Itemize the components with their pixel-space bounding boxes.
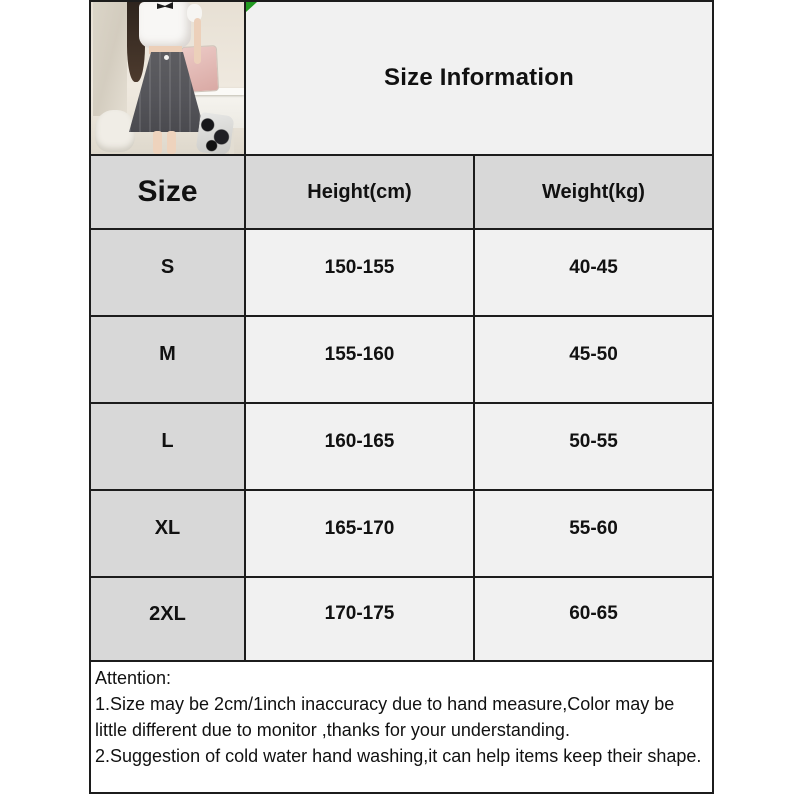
size-label-s: S [91, 230, 244, 315]
model-arm-shape [194, 18, 201, 64]
height-value-xl: 165-170 [246, 491, 473, 576]
attention-note-1: 1.Size may be 2cm/1inch inaccuracy due to hand measure,Color may be little different due to monitor ,thanks for your understanding. [95, 694, 675, 740]
title-panel [246, 2, 712, 154]
column-header-height: Height(cm) [246, 156, 473, 228]
model-leg-shape [153, 131, 162, 154]
model-top-shape [139, 2, 191, 48]
weight-value-2xl: 60-65 [475, 578, 712, 660]
product-photo [91, 2, 244, 154]
size-label-2xl: 2XL [91, 578, 244, 660]
model-leg-shape [167, 131, 176, 154]
attention-note [91, 662, 712, 792]
size-label-l: L [91, 404, 244, 489]
page-title: Size Information [384, 64, 574, 91]
height-value-2xl: 170-175 [246, 578, 473, 660]
corner-triangle-decoration [246, 2, 257, 12]
photo-bag-shape [195, 112, 234, 154]
height-value-l: 160-165 [246, 404, 473, 489]
size-chart-table [89, 0, 714, 794]
height-value-m: 155-160 [246, 317, 473, 402]
photo-mirror-shape [93, 2, 127, 120]
attention-note-2: 2.Suggestion of cold water hand washing,it can help items keep their shape. [95, 746, 702, 766]
size-label-xl: XL [91, 491, 244, 576]
size-label-m: M [91, 317, 244, 402]
weight-value-m: 45-50 [475, 317, 712, 402]
skirt-button-shape [164, 55, 169, 60]
weight-value-l: 50-55 [475, 404, 712, 489]
weight-value-xl: 55-60 [475, 491, 712, 576]
column-header-weight: Weight(kg) [475, 156, 712, 228]
column-header-size: Size [91, 156, 244, 228]
attention-heading: Attention: [95, 668, 172, 688]
weight-value-s: 40-45 [475, 230, 712, 315]
height-value-s: 150-155 [246, 230, 473, 315]
